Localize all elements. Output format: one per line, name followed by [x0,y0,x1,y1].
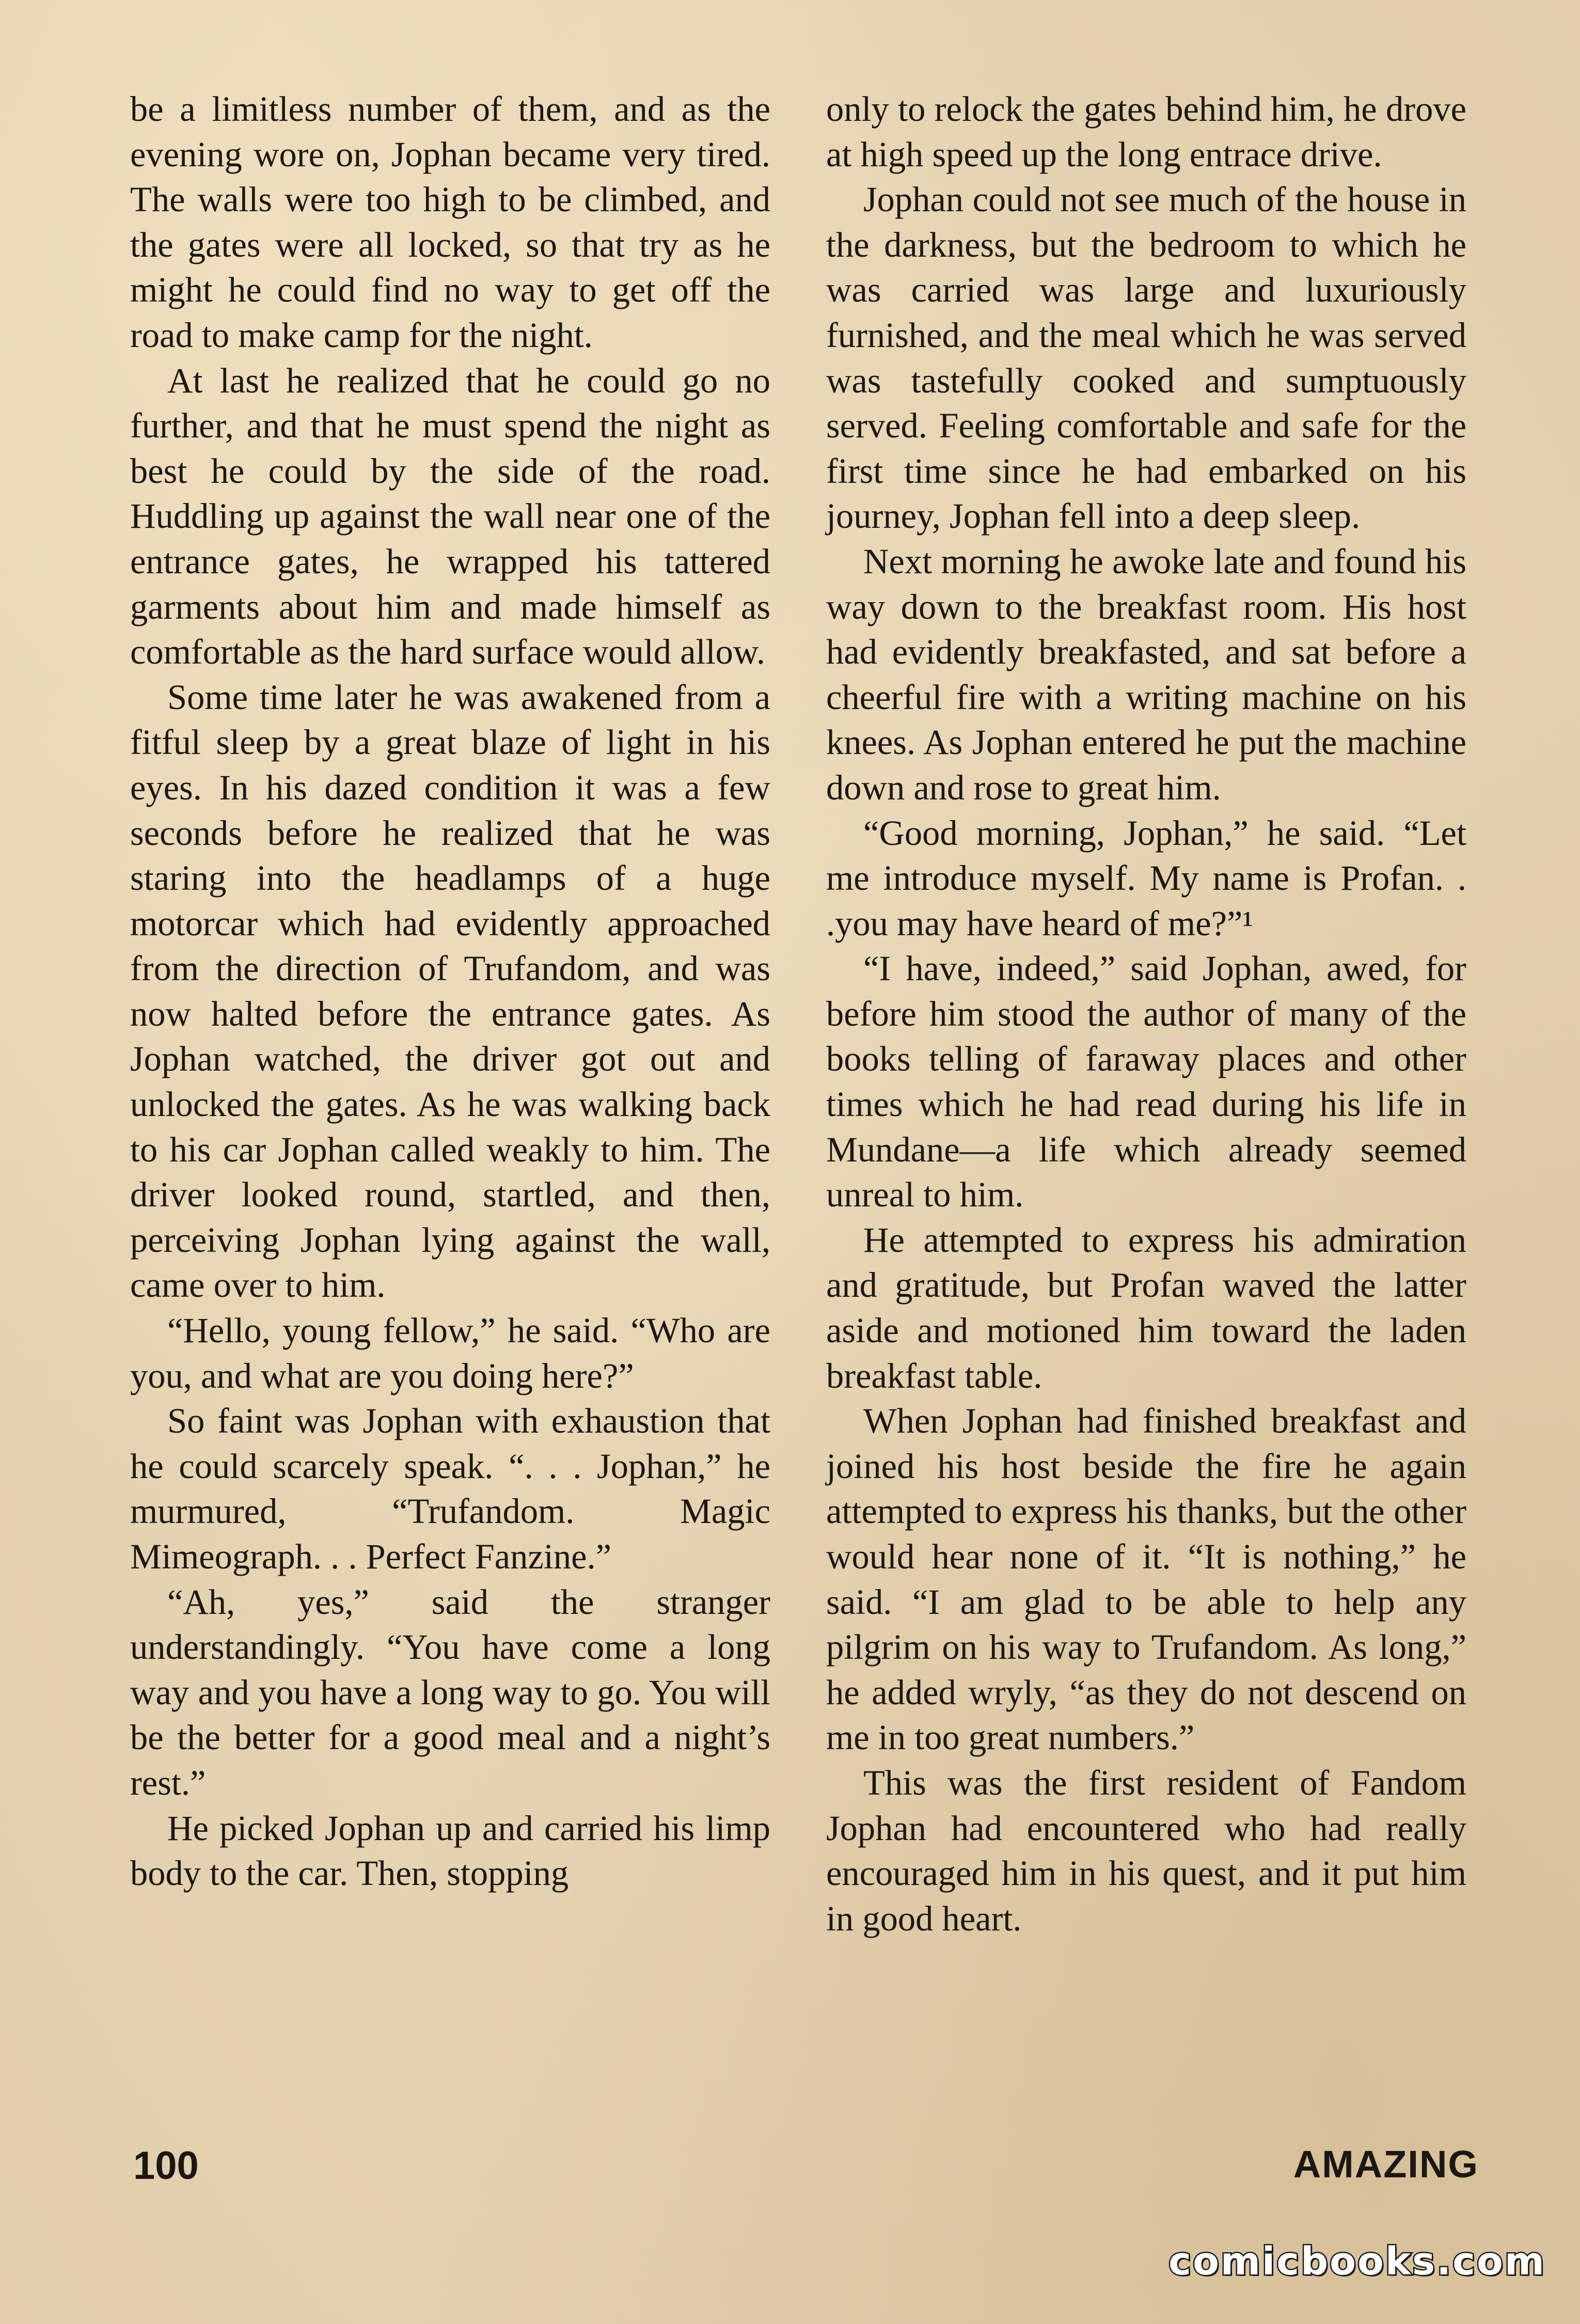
left-text-column [130,87,770,1896]
page-number: 100 [133,2144,199,2188]
left-paragraph-1: be a limitless number of them, and as the evening wore on, Jophan became very tired. The walls were too high to be climbed, and the gates were all locked, so that try as he might he could find no way to get off the road to make camp for the night. [130,89,770,355]
left-paragraph-5: So faint was Jophan with exhaustion that he could scarcely speak. “. . . Jophan,” he murmured, “Trufandom. Magic Mimeograph. . . Perfect Fanzine.” [130,1401,770,1576]
left-paragraph-3: Some time later he was awakened from a fitful sleep by a great blaze of light in his eyes. In his dazed condition it was a few seconds before he realized that he was staring into the headlamps of a huge motorcar which had evidently approached from the direction of Trufandom, and was now halted before the entrance gates. As Jophan watched, the driver got out and unlocked the gates. As he was walking back to his car Jophan called weakly to him. The driver looked round, startled, and then, perceiving Jophan lying against the wall, came over to him. [130,677,770,1305]
left-paragraph-2: At last he realized that he could go no further, and that he must spend the night as best he could by the side of the road. Huddling up against the wall near one of the entrance gates, he wrapped his tattered garments about him and made himself as comfortable as the hard surface would allow. [130,360,770,672]
right-paragraph-1: only to relock the gates behind him, he drove at high speed up the long entrace drive. [826,89,1466,174]
right-paragraph-4: “Good morning, Jophan,” he said. “Let me introduce myself. My name is Profan. . .you may have heard of me?”¹ [826,813,1466,943]
right-paragraph-7: When Jophan had finished breakfast and joined his host beside the fire he again attempted to express his thanks, but the other would hear none of it. “It is nothing,” he said. “I am glad to be able to help any pilgrim on his way to Trufandom. As long,” he added wryly, “as they do not descend on me in too great numbers.” [826,1401,1466,1757]
site-watermark: comicbooks.com [1168,2239,1546,2284]
right-text-column [826,87,1466,1941]
right-paragraph-6: He attempted to express his admiration and gratitude, but Profan waved the latter aside and motioned him toward the laden breakfast table. [826,1220,1466,1395]
left-paragraph-7: He picked Jophan up and carried his limp body to the car. Then, stopping [130,1808,770,1893]
right-paragraph-5: “I have, indeed,” said Jophan, awed, for before him stood the author of many of the books telling of faraway places and other times which he had read during his life in Mundane—a life which already seemed unreal to him. [826,949,1466,1215]
right-paragraph-8: This was the first resident of Fandom Jophan had encountered who had really encouraged him in his quest, and it put him in good heart. [826,1763,1466,1938]
magazine-title: AMAZING [1293,2143,1479,2186]
left-paragraph-4: “Hello, young fellow,” he said. “Who are you, and what are you doing here?” [130,1311,770,1395]
right-paragraph-2: Jophan could not see much of the house in the darkness, but the bedroom to which he was carried was large and luxuriously furnished, and the meal which he was served was tastefully cooked and sumptuously served. Feeling comfortable and safe for the first time since he had embarked on his journey, Jophan fell into a deep sleep. [826,180,1466,536]
right-paragraph-3: Next morning he awoke late and found his way down to the breakfast room. His host had evidently breakfasted, and sat before a cheerful fire with a writing machine on his knees. As Jophan entered he put the machine down and rose to great him. [826,541,1466,807]
left-paragraph-6: “Ah, yes,” said the stranger understandingly. “You have come a long way and you have a long way to go. You will be the better for a good meal and a night’s rest.” [130,1582,770,1802]
